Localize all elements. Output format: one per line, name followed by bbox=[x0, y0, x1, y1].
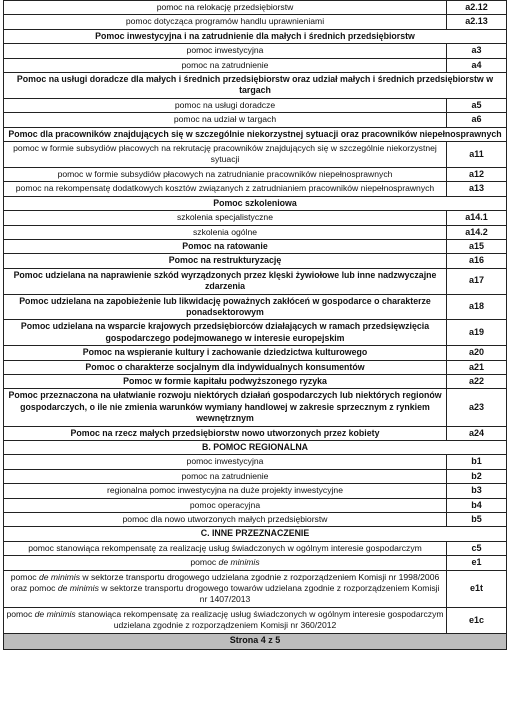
aid-description: Pomoc na rzecz małych przedsiębiorstw nowo utworzonych przez kobiety bbox=[4, 426, 447, 440]
aid-code: a21 bbox=[447, 360, 507, 374]
table-row bbox=[4, 58, 507, 72]
aid-code: a16 bbox=[447, 254, 507, 268]
aid-code: a12 bbox=[447, 167, 507, 181]
aid-description: pomoc operacyjna bbox=[4, 498, 447, 512]
section-heading-row bbox=[4, 527, 507, 541]
table-row bbox=[4, 570, 507, 607]
aid-code: a17 bbox=[447, 268, 507, 294]
section-heading-row bbox=[4, 127, 507, 141]
table-row bbox=[4, 268, 507, 294]
aid-code: b2 bbox=[447, 469, 507, 483]
table-row bbox=[4, 556, 507, 570]
table-body bbox=[4, 1, 507, 634]
aid-code: a2.13 bbox=[447, 15, 507, 29]
section-heading: Pomoc inwestycyjna i na zatrudnienie dla małych i średnich przedsiębiorstw bbox=[4, 29, 507, 43]
section-heading: C. INNE PRZEZNACZENIE bbox=[4, 527, 507, 541]
aid-code: b3 bbox=[447, 484, 507, 498]
page-footer-row bbox=[4, 633, 507, 649]
table-row bbox=[4, 484, 507, 498]
aid-code: e1 bbox=[447, 556, 507, 570]
aid-code: e1c bbox=[447, 607, 507, 633]
aid-code: a18 bbox=[447, 294, 507, 320]
aid-description: Pomoc udzielana na wsparcie krajowych przedsiębiorców działających w ramach przedsięwzięcia gospodarczego podejmowanego w interesie europejskim bbox=[4, 320, 447, 346]
aid-description: regionalna pomoc inwestycyjna na duże projekty inwestycyjne bbox=[4, 484, 447, 498]
table-row bbox=[4, 142, 507, 168]
aid-code: e1t bbox=[447, 570, 507, 607]
aid-code: a22 bbox=[447, 374, 507, 388]
section-heading-row bbox=[4, 29, 507, 43]
aid-description: szkolenia specjalistyczne bbox=[4, 211, 447, 225]
section-heading: Pomoc na usługi doradcze dla małych i średnich przedsiębiorstw oraz udział małych i średnich przedsiębiorstw w targach bbox=[4, 73, 507, 99]
aid-code: c5 bbox=[447, 541, 507, 555]
section-heading-row bbox=[4, 73, 507, 99]
aid-code: a3 bbox=[447, 44, 507, 58]
aid-description: Pomoc w formie kapitału podwyższonego ryzyka bbox=[4, 374, 447, 388]
aid-description: pomoc na udział w targach bbox=[4, 113, 447, 127]
table-row bbox=[4, 498, 507, 512]
aid-description: pomoc w formie subsydiów płacowych na rekrutację pracowników znajdujących się w szczególnie niekorzystnej sytuacji bbox=[4, 142, 447, 168]
aid-description: pomoc de minimis bbox=[4, 556, 447, 570]
aid-code: a24 bbox=[447, 426, 507, 440]
aid-description: pomoc de minimis stanowiąca rekompensatę za realizację usług świadczonych w ogólnym interesie gospodarczym udzielana zgodnie z rozporządzeniem Komisji nr 360/2012 bbox=[4, 607, 447, 633]
table-row bbox=[4, 294, 507, 320]
section-heading: B. POMOC REGIONALNA bbox=[4, 441, 507, 455]
aid-description: pomoc na relokację przedsiębiorstw bbox=[4, 1, 447, 15]
table-row bbox=[4, 182, 507, 196]
table-row bbox=[4, 607, 507, 633]
table-row bbox=[4, 239, 507, 253]
table-row bbox=[4, 346, 507, 360]
section-heading: Pomoc dla pracowników znajdujących się w szczególnie niekorzystnej sytuacji oraz pracowników niepełnosprawnych bbox=[4, 127, 507, 141]
aid-code: a15 bbox=[447, 239, 507, 253]
aid-code: b1 bbox=[447, 455, 507, 469]
table-row bbox=[4, 360, 507, 374]
table-row bbox=[4, 374, 507, 388]
aid-description: Pomoc o charakterze socjalnym dla indywidualnych konsumentów bbox=[4, 360, 447, 374]
aid-classification-table bbox=[3, 0, 507, 650]
aid-code: a5 bbox=[447, 98, 507, 112]
section-heading-row bbox=[4, 196, 507, 210]
table-row bbox=[4, 113, 507, 127]
aid-description: pomoc na zatrudnienie bbox=[4, 58, 447, 72]
aid-description: pomoc inwestycyjna bbox=[4, 44, 447, 58]
table-row bbox=[4, 1, 507, 15]
table-row bbox=[4, 513, 507, 527]
table-row bbox=[4, 455, 507, 469]
section-heading: Pomoc szkoleniowa bbox=[4, 196, 507, 210]
table-row bbox=[4, 541, 507, 555]
table-row bbox=[4, 320, 507, 346]
aid-description: pomoc dotycząca programów handlu uprawnieniami bbox=[4, 15, 447, 29]
table-row bbox=[4, 44, 507, 58]
table-row bbox=[4, 254, 507, 268]
aid-description: pomoc na rekompensatę dodatkowych kosztów związanych z zatrudnianiem pracowników niepełnosprawnych bbox=[4, 182, 447, 196]
aid-description: Pomoc na restrukturyzację bbox=[4, 254, 447, 268]
aid-code: a6 bbox=[447, 113, 507, 127]
aid-description: Pomoc na wspieranie kultury i zachowanie dziedzictwa kulturowego bbox=[4, 346, 447, 360]
page-number: Strona 4 z 5 bbox=[4, 633, 507, 649]
aid-description: pomoc na zatrudnienie bbox=[4, 469, 447, 483]
table-row bbox=[4, 469, 507, 483]
aid-description: pomoc stanowiąca rekompensatę za realizację usług świadczonych w ogólnym interesie gospodarczym bbox=[4, 541, 447, 555]
table-row bbox=[4, 225, 507, 239]
aid-code: a20 bbox=[447, 346, 507, 360]
aid-description: pomoc w formie subsydiów płacowych na zatrudnianie pracowników niepełnosprawnych bbox=[4, 167, 447, 181]
aid-code: a13 bbox=[447, 182, 507, 196]
table-row bbox=[4, 426, 507, 440]
aid-code: a14.1 bbox=[447, 211, 507, 225]
aid-description: Pomoc przeznaczona na ułatwianie rozwoju niektórych działań gospodarczych lub niektórych regionów gospodarczych, o ile nie zmienia warunków wymiany handlowej w zakresie sprzecznym z rynkiem wewnętrznym bbox=[4, 389, 447, 426]
aid-code: a11 bbox=[447, 142, 507, 168]
table-row bbox=[4, 167, 507, 181]
aid-description: Pomoc na ratowanie bbox=[4, 239, 447, 253]
aid-code: a14.2 bbox=[447, 225, 507, 239]
aid-description: pomoc de minimis w sektorze transportu drogowego udzielana zgodnie z rozporządzeniem Komisji nr 1998/2006 oraz pomoc de minimis w sektorze transportu drogowego towarów udzielana zgodnie z rozporządzeniem Komisji nr 1407/2013 bbox=[4, 570, 447, 607]
aid-description: Pomoc udzielana na naprawienie szkód wyrządzonych przez klęski żywiołowe lub inne nadzwyczajne zdarzenia bbox=[4, 268, 447, 294]
table-row bbox=[4, 389, 507, 426]
aid-code: a4 bbox=[447, 58, 507, 72]
table-row bbox=[4, 15, 507, 29]
aid-code: a23 bbox=[447, 389, 507, 426]
table-row bbox=[4, 98, 507, 112]
aid-description: pomoc dla nowo utworzonych małych przedsiębiorstw bbox=[4, 513, 447, 527]
aid-code: b5 bbox=[447, 513, 507, 527]
aid-description: Pomoc udzielana na zapobieżenie lub likwidację poważnych zakłóceń w gospodarce o charakterze ponadsektorowym bbox=[4, 294, 447, 320]
aid-description: szkolenia ogólne bbox=[4, 225, 447, 239]
aid-description: pomoc inwestycyjna bbox=[4, 455, 447, 469]
aid-code: a19 bbox=[447, 320, 507, 346]
section-heading-row bbox=[4, 441, 507, 455]
aid-code: a2.12 bbox=[447, 1, 507, 15]
aid-code: b4 bbox=[447, 498, 507, 512]
aid-description: pomoc na usługi doradcze bbox=[4, 98, 447, 112]
table-row bbox=[4, 211, 507, 225]
